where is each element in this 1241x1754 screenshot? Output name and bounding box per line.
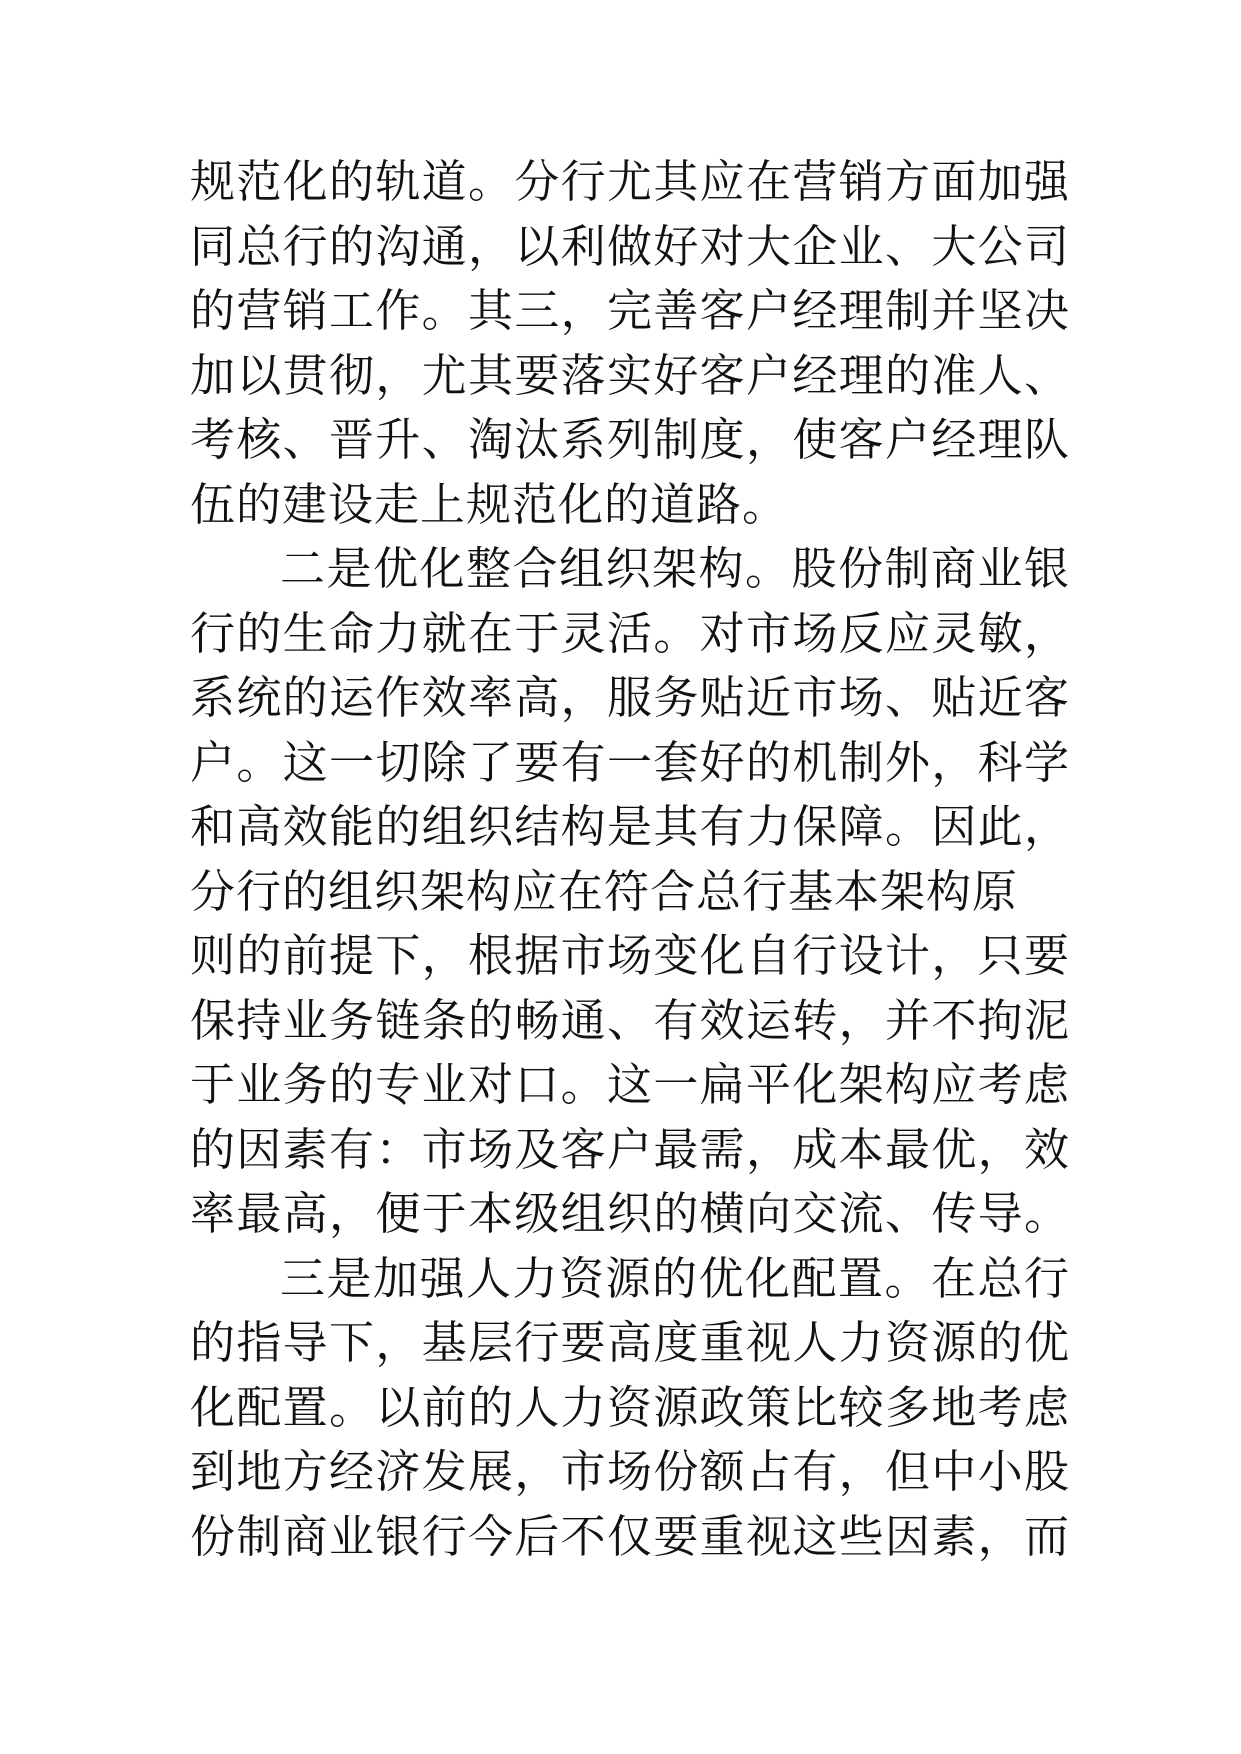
text-line: 的指导下，基层行要高度重视人力资源的优 — [190, 1316, 1070, 1369]
paragraph-first-line: 二是优化整合组织架构。股份制商业银 — [280, 542, 1070, 595]
text-line: 化配置。以前的人力资源政策比较多地考虑 — [190, 1380, 1070, 1434]
text-line: 规范化的轨道。分行尤其应在营销方面加强 — [190, 155, 1070, 208]
text-line: 行的生命力就在于灵活。对市场反应灵敏， — [190, 606, 1070, 660]
text-line: 和高效能的组织结构是其有力保障。因此， — [190, 800, 1070, 853]
text-line: 于业务的专业对口。这一扁平化架构应考虑 — [190, 1058, 1070, 1111]
text-line: 分行的组织架构应在符合总行基本架构原 — [190, 864, 1019, 918]
body-text — [190, 150, 1070, 1569]
text-line: 户。这一切除了要有一套好的机制外，科学 — [190, 735, 1070, 789]
text-line: 的营销工作。其三，完善客户经理制并坚决 — [190, 284, 1070, 337]
text-line: 同总行的沟通，以利做好对大企业、大公司 — [190, 219, 1070, 273]
text-line: 率最高，便于本级组织的横向交流、传导。 — [190, 1187, 1070, 1240]
text-line: 伍的建设走上规范化的道路。 — [190, 477, 789, 531]
text-line: 保持业务链条的畅通、有效运转，并不拘泥 — [190, 993, 1070, 1047]
text-line: 加以贯彻，尤其要落实好客户经理的准人、 — [190, 348, 1070, 402]
text-line: 考核、晋升、淘汰系列制度，使客户经理队 — [190, 413, 1070, 466]
text-line: 到地方经济发展，市场份额占有，但中小股 — [190, 1445, 1070, 1498]
text-line: 的因素有：市场及客户最需，成本最优，效 — [190, 1122, 1070, 1176]
paragraph-first-line: 三是加强人力资源的优化配置。在总行 — [280, 1251, 1070, 1305]
text-line: 系统的运作效率高，服务贴近市场、贴近客 — [190, 671, 1070, 724]
text-line: 则的前提下，根据市场变化自行设计，只要 — [190, 929, 1070, 982]
text-line: 份制商业银行今后不仅要重视这些因素，而 — [190, 1509, 1070, 1563]
